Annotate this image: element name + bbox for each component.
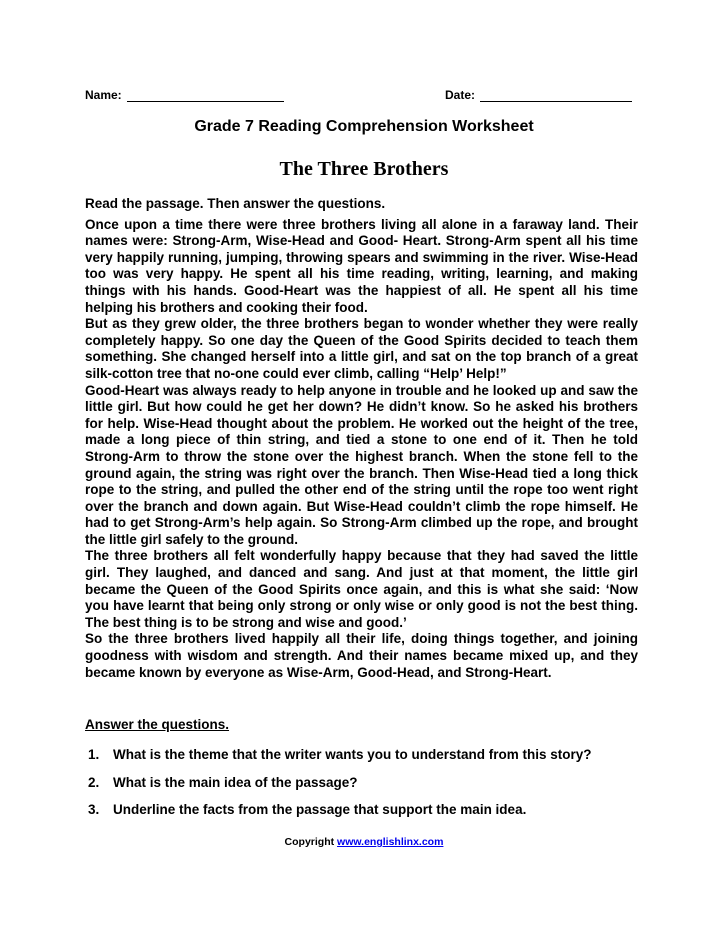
header-fields [85,88,640,106]
passage-section [85,196,638,681]
passage-text [85,217,638,682]
date-blank-line[interactable] [480,89,632,102]
date-field [445,88,632,102]
question-item [88,746,638,763]
question-text: What is the main idea of the passage? [113,774,358,790]
footer [0,836,728,848]
questions-list [88,746,638,829]
question-number: 1. [88,747,100,762]
name-field [85,88,284,102]
passage-paragraph: Good-Heart was always ready to help anyone in trouble and he looked up and saw the little girl. But how could he get her down? He didn’t know. So he asked his brothers for help. Wise-Head thought about the problem. He worked out the height of the tree, made a long piece of thin string, and tied a stone to one end of it. Then he told Strong-Arm to throw the stone over the highest branch. When the stone fell to the ground again, the string was right over the branch. Then Wise-Head tied a long thick rope to the string, and pulled the other end of the string until the rope too went right over the branch and down again. But Wise-Head couldn’t climb the rope himself. He had to get Strong-Arm’s help again. So Strong-Arm climbed up the rope, and brought the little girl safely to the ground. [85,382,638,547]
question-number: 3. [88,802,100,817]
passage-paragraph: But as they grew older, the three brothers began to wonder whether they were really completely happy. So one day the Queen of the Good Spirits decided to teach them something. She changed herself into a little girl, and sat on the top branch of a great silk-cotton tree that no-one could ever climb, calling “Help’ Help!” [85,316,638,381]
question-item [88,801,638,818]
questions-heading: Answer the questions. [85,717,230,732]
question-item [88,774,638,791]
instruction-text: Read the passage. Then answer the questions. [85,196,386,211]
passage-paragraph: Once upon a time there were three brothers living all alone in a faraway land. Their names were: Strong-Arm, Wise-Head and Good- Heart. Strong-Arm spent all his time very happily running, jumping, throwing spears and swimming in the river. Wise-Head too was very happy. He spent all his time reading, writing, learning, and making things with his hands. Good-Heart was the happiest of all. He spent all his time helping his brothers and cooking their food. [85,216,638,315]
question-text: Underline the facts from the passage that support the main idea. [113,802,527,817]
passage-title: The Three Brothers [279,158,449,180]
copyright-link[interactable]: www.englishlinx.com [337,836,444,848]
worksheet-heading: Grade 7 Reading Comprehension Worksheet [194,118,534,135]
copyright-label: Copyright [284,836,335,848]
question-text: What is the theme that the writer wants you to understand from this story? [113,747,592,762]
name-label: Name: [85,88,122,102]
passage-paragraph: So the three brothers lived happily all their life, doing things together, and joining goodness with wisdom and strength. And their names became mixed up, and they became known by everyone as Wise-Arm, Good-Head, and Strong-Heart. [85,631,638,680]
question-number: 2. [88,774,100,790]
name-blank-line[interactable] [127,89,284,102]
passage-paragraph: The three brothers all felt wonderfully happy because that they had saved the little girl. They laughed, and danced and sang. And just at that moment, the little girl became the Queen of the Good Spirits once again, and this is what she said: ‘Now you have learnt that being only strong or only wise or only good is not the best thing. The best thing is to be strong and wise and good.’ [85,548,638,630]
date-label: Date: [445,88,476,102]
